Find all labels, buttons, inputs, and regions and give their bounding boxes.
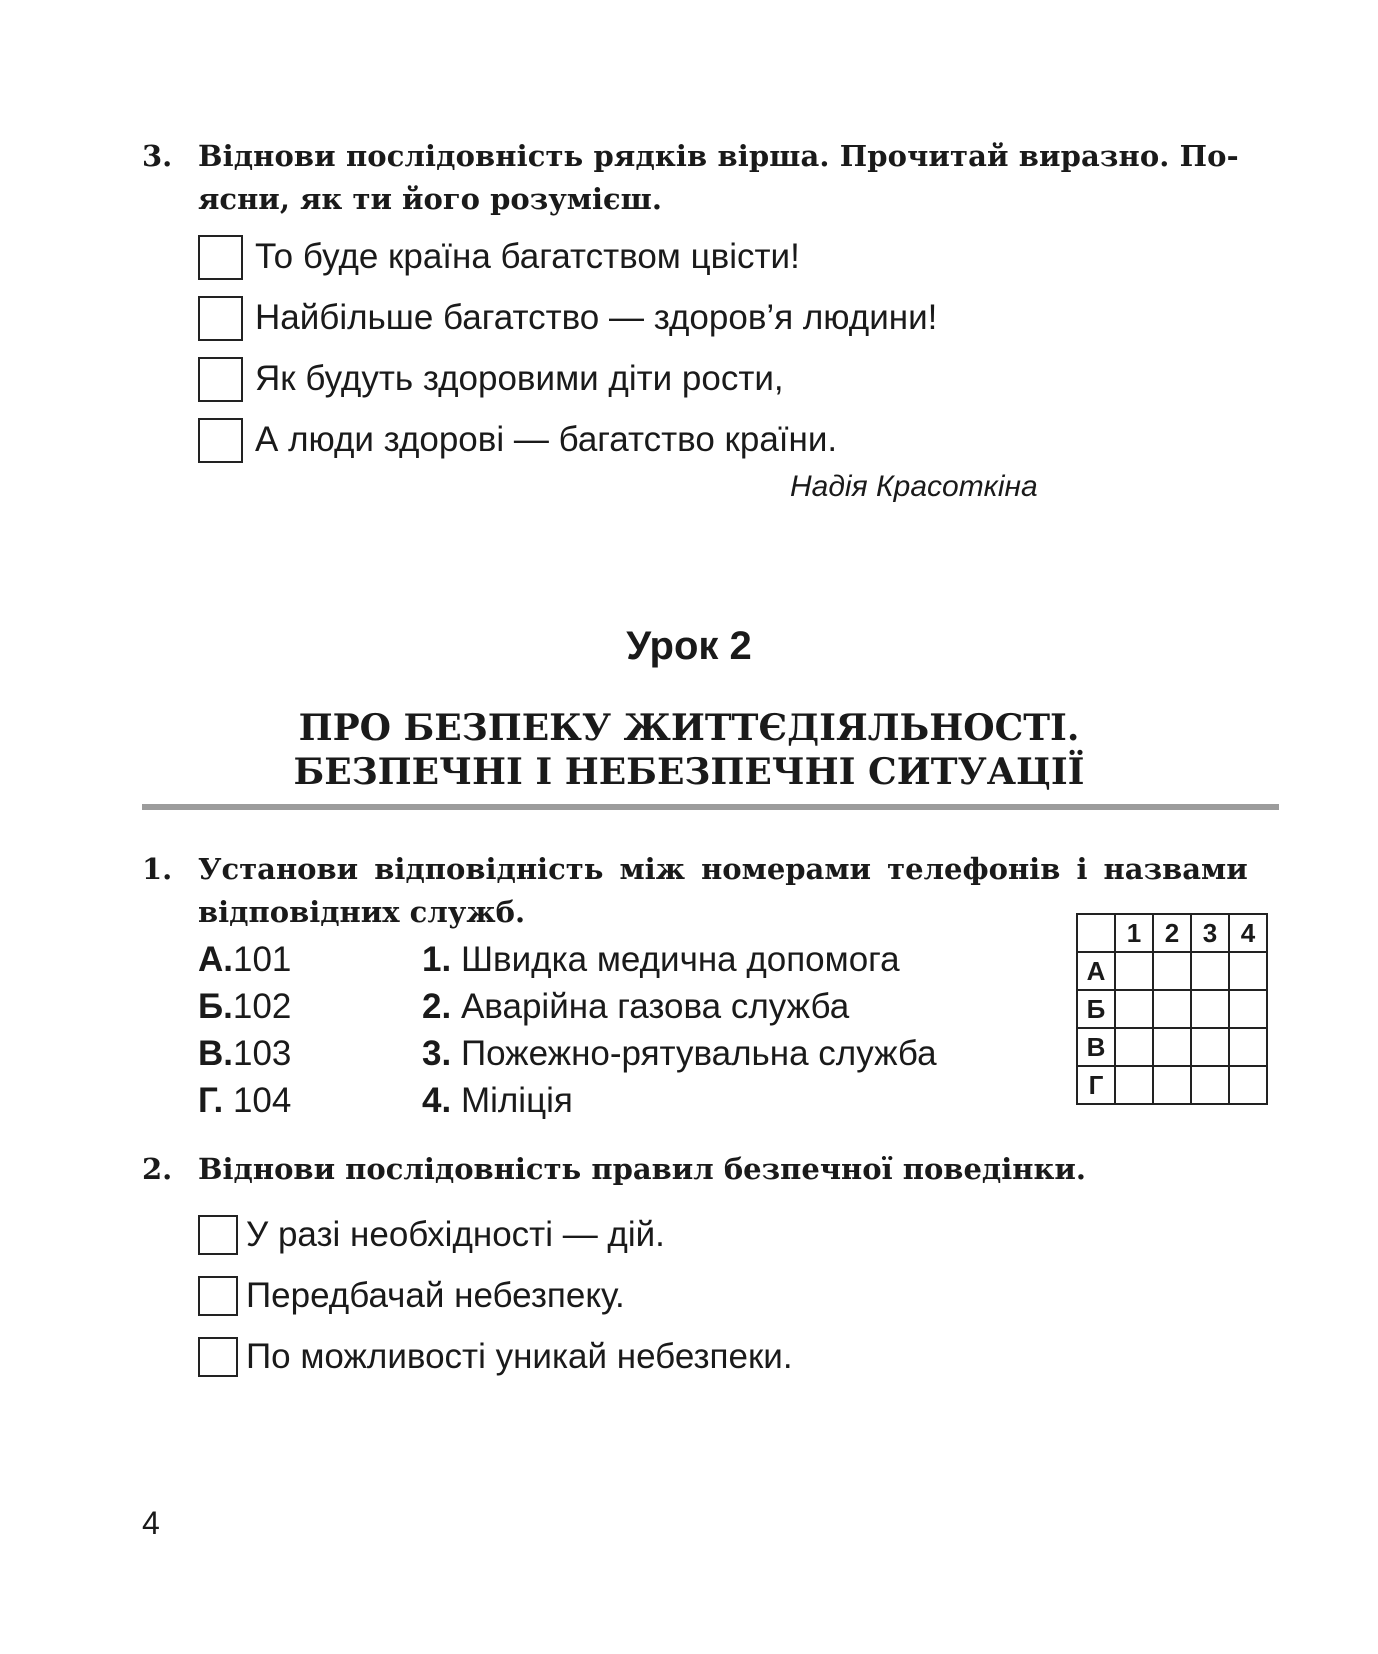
order-checkbox-4[interactable] — [198, 418, 243, 463]
rule-checkbox-3[interactable] — [198, 1337, 238, 1377]
page-number: 4 — [142, 1505, 160, 1541]
task3-instruction-line2: ясни, як ти його розумієш. — [198, 182, 662, 216]
poem-line-1: То буде країна багатством цвісти! — [255, 237, 800, 276]
phone-number-b: 102 — [232, 987, 292, 1026]
task3-instruction — [198, 135, 1283, 221]
task3-number: 3. — [142, 139, 173, 173]
phone-letter-a: А. — [198, 940, 233, 979]
lesson-title: Урок 2 — [626, 624, 752, 668]
service-name-4: Міліція — [460, 1081, 573, 1120]
grid-corner-cell — [1077, 914, 1115, 952]
rule-line-3: По можливості уникай небезпеки. — [246, 1337, 793, 1376]
grid-cell[interactable] — [1191, 990, 1229, 1028]
task2-instruction: Віднови послідовність правил безпечної поведінки. — [198, 1152, 1087, 1186]
phone-letter-b: Б. — [198, 987, 233, 1026]
rule-line-1: У разі необхідності — дій. — [246, 1215, 665, 1254]
grid-cell[interactable] — [1115, 952, 1153, 990]
phone-option-h — [198, 1081, 291, 1121]
rule-row-1 — [198, 1211, 665, 1259]
service-option-1 — [422, 940, 900, 980]
grid-row-b — [1077, 990, 1267, 1028]
service-option-2 — [422, 987, 849, 1027]
phone-number-h: 104 — [232, 1081, 292, 1120]
task1-number: 1. — [142, 852, 173, 886]
phone-number-a: 101 — [233, 940, 292, 979]
task3-instruction-line1: Віднови послідовність рядків вірша. Прочитай виразно. По- — [198, 139, 1239, 173]
service-name-1: Швидка медична допомога — [460, 940, 900, 979]
grid-col-header: 3 — [1191, 914, 1229, 952]
grid-row-header: Б — [1077, 990, 1115, 1028]
service-option-3 — [422, 1034, 937, 1074]
phone-option-v — [198, 1034, 291, 1074]
grid-cell[interactable] — [1153, 990, 1191, 1028]
service-name-2: Аварійна газова служба — [460, 987, 850, 1026]
grid-row-header: А — [1077, 952, 1115, 990]
grid-row-header: Г — [1077, 1066, 1115, 1104]
grid-cell[interactable] — [1115, 990, 1153, 1028]
rule-checkbox-1[interactable] — [198, 1215, 238, 1255]
phone-option-b — [198, 987, 291, 1027]
poem-line-3: Як будуть здоровими діти рости, — [255, 359, 784, 398]
section-divider — [142, 804, 1279, 810]
grid-cell[interactable] — [1229, 990, 1267, 1028]
grid-row-v — [1077, 1028, 1267, 1066]
rule-checkbox-2[interactable] — [198, 1276, 238, 1316]
lesson-topic-line1: ПРО БЕЗПЕКУ ЖИТТЄДІЯЛЬНОСТІ. — [298, 707, 1080, 749]
grid-cell[interactable] — [1191, 952, 1229, 990]
rule-line-2: Передбачай небезпеку. — [246, 1276, 625, 1315]
poem-line-row-3 — [198, 355, 784, 403]
grid-cell[interactable] — [1229, 1066, 1267, 1104]
grid-cell[interactable] — [1153, 1028, 1191, 1066]
lesson-topic — [0, 706, 1378, 794]
grid-col-header: 4 — [1229, 914, 1267, 952]
answer-grid — [1076, 913, 1268, 1105]
service-num-4: 4. — [422, 1081, 452, 1120]
grid-cell[interactable] — [1115, 1066, 1153, 1104]
grid-col-header: 2 — [1153, 914, 1191, 952]
service-option-4 — [422, 1081, 573, 1121]
phone-option-a — [198, 940, 291, 980]
grid-header-row — [1077, 914, 1267, 952]
order-checkbox-1[interactable] — [198, 235, 243, 280]
poem-author: Надія Красоткіна — [790, 470, 1038, 503]
poem-line-row-1 — [198, 233, 800, 281]
service-num-3: 3. — [422, 1034, 452, 1073]
service-num-2: 2. — [422, 987, 452, 1026]
poem-line-row-4 — [198, 416, 837, 464]
grid-cell[interactable] — [1191, 1028, 1229, 1066]
poem-line-row-2 — [198, 294, 937, 342]
phone-letter-v: В. — [198, 1034, 233, 1073]
grid-cell[interactable] — [1153, 1066, 1191, 1104]
grid-row-header: В — [1077, 1028, 1115, 1066]
grid-row-a — [1077, 952, 1267, 990]
poem-line-2: Найбільше багатство — здоров’я людини! — [255, 298, 938, 337]
task2-number: 2. — [142, 1152, 173, 1186]
grid-row-h — [1077, 1066, 1267, 1104]
grid-cell[interactable] — [1191, 1066, 1229, 1104]
rule-row-2 — [198, 1272, 625, 1320]
lesson-topic-line2: БЕЗПЕЧНІ І НЕБЕЗПЕЧНІ СИТУАЦІЇ — [293, 751, 1085, 793]
grid-cell[interactable] — [1153, 952, 1191, 990]
task1-instruction-line1: Установи відповідність між номерами телефонів і назвами — [198, 852, 1248, 886]
order-checkbox-2[interactable] — [198, 296, 243, 341]
phone-number-v: 103 — [233, 1034, 292, 1073]
phone-letter-h: Г. — [198, 1081, 224, 1120]
grid-col-header: 1 — [1115, 914, 1153, 952]
rule-row-3 — [198, 1333, 793, 1381]
service-name-3: Пожежно-рятувальна служба — [460, 1034, 937, 1073]
task1-instruction-line2: відповідних служб. — [198, 895, 526, 929]
grid-cell[interactable] — [1115, 1028, 1153, 1066]
poem-line-4: А люди здорові — багатство країни. — [255, 420, 838, 459]
grid-cell[interactable] — [1229, 952, 1267, 990]
service-num-1: 1. — [422, 940, 452, 979]
grid-cell[interactable] — [1229, 1028, 1267, 1066]
order-checkbox-3[interactable] — [198, 357, 243, 402]
